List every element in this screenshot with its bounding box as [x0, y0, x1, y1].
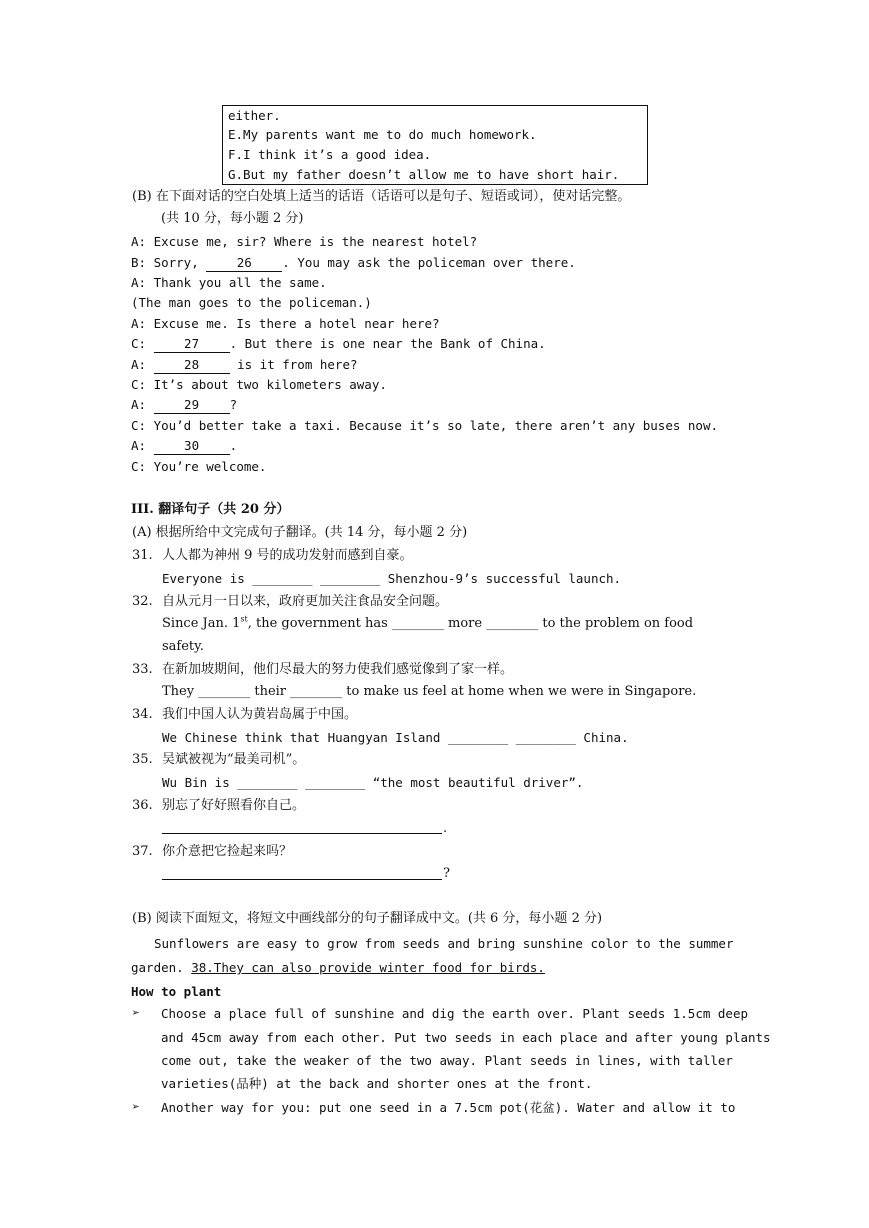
blank-26[interactable]: 26 — [206, 255, 282, 272]
dialogue-line: C: You’re welcome. — [131, 459, 267, 474]
dialogue-line: A: Thank you all the same. — [131, 275, 327, 290]
question-chinese: 吴斌被视为“最美司机”。 — [162, 752, 306, 767]
blank-30[interactable]: 30 — [154, 438, 230, 455]
option-f: F.I think it’s a good idea. — [228, 147, 432, 162]
question-english: We Chinese think that Huangyan Island ________ ________ China. — [162, 730, 629, 745]
dialogue-line: A: 30 . — [131, 438, 238, 453]
section-title: III. 翻译句子（共 20 分） — [131, 502, 290, 517]
question-chinese: 人人都为神州 9 号的成功发射而感到自豪。 — [162, 548, 413, 563]
question-english: Wu Bin is ________ ________ “the most beautiful driver”. — [162, 775, 584, 790]
part-b-instruction: (B) 在下面对话的空白处填上适当的话语（话语可以是句子、短语或词），使对话完整。 — [132, 189, 631, 204]
answer-end: . — [443, 821, 448, 836]
option-g: G.But my father doesn’t allow me to have short hair. — [228, 167, 620, 182]
section-a-instruction: (A) 根据所给中文完成句子翻译。(共 14 分，每小题 2 分) — [132, 525, 468, 540]
question-number: 33. — [132, 662, 153, 677]
blank-27[interactable]: 27 — [154, 336, 230, 353]
option-line: either. — [228, 108, 281, 123]
question-chinese: 别忘了好好照看你自己。 — [162, 798, 306, 813]
part-b-score: (共 10 分，每小题 2 分) — [161, 211, 304, 226]
dialogue-line: B: Sorry, 26 . You may ask the policeman over there. — [131, 255, 576, 270]
question-number: 35. — [132, 752, 153, 767]
dialogue-line: C: You’d better take a taxi. Because it’s so late, there aren’t any buses now. — [131, 418, 718, 433]
question-english: Everyone is ________ ________ Shenzhou-9’s successful launch. — [162, 571, 622, 586]
section-b-instruction: (B) 阅读下面短文，将短文中画线部分的句子翻译成中文。(共 6 分，每小题 2 分) — [132, 911, 603, 926]
dialogue-line: C: It’s about two kilometers away. — [131, 377, 387, 392]
question-english: Since Jan. 1st, the government has ________ more ________ to the problem on food — [162, 614, 694, 631]
question-number: 32. — [132, 594, 153, 609]
blank-29[interactable]: 29 — [154, 397, 230, 414]
question-chinese: 自从元月一日以来，政府更加关注食品安全问题。 — [162, 594, 449, 609]
question-chinese: 在新加坡期间，他们尽最大的努力使我们感觉像到了家一样。 — [162, 662, 514, 677]
answer-line-36[interactable] — [162, 833, 442, 834]
arrow-bullet-icon: ➢ — [132, 1100, 140, 1115]
dialogue-line: C: 27 . But there is one near the Bank of China. — [131, 336, 546, 351]
question-english-cont: safety. — [162, 639, 204, 654]
passage-line: Another way for you: put one seed in a 7.5cm pot(花盆). Water and allow it to — [161, 1100, 736, 1115]
option-e: E.My parents want me to do much homework. — [228, 127, 537, 142]
underlined-sentence-38: 38.They can also provide winter food for birds. — [191, 960, 545, 975]
passage-line: Sunflowers are easy to grow from seeds and bring sunshine color to the summer — [154, 936, 734, 951]
question-number: 37. — [132, 844, 153, 859]
dialogue-line: A: Excuse me. Is there a hotel near here? — [131, 316, 440, 331]
dialogue-line: A: Excuse me, sir? Where is the nearest hotel? — [131, 234, 478, 249]
arrow-bullet-icon: ➢ — [132, 1006, 140, 1021]
passage-line: and 45cm away from each other. Put two seeds in each place and after young plants — [161, 1030, 771, 1045]
passage-line: come out, take the weaker of the two away. Plant seeds in lines, with taller — [161, 1053, 733, 1068]
answer-line-37[interactable] — [162, 879, 442, 880]
question-english: They ________ their ________ to make us feel at home when we were in Singapore. — [162, 684, 697, 699]
dialogue-line: (The man goes to the policeman.) — [131, 295, 372, 310]
question-chinese: 我们中国人认为黄岩岛属于中国。 — [162, 707, 358, 722]
question-number: 31. — [132, 548, 153, 563]
answer-end: ? — [443, 866, 450, 881]
passage-line: varieties(品种) at the back and shorter ones at the front. — [161, 1076, 593, 1091]
blank-28[interactable]: 28 — [154, 357, 230, 374]
question-number: 34. — [132, 707, 153, 722]
passage-heading: How to plant — [131, 984, 222, 999]
passage-line: garden. 38.They can also provide winter food for birds. — [131, 960, 545, 975]
passage-line: Choose a place full of sunshine and dig the earth over. Plant seeds 1.5cm deep — [161, 1006, 748, 1021]
question-number: 36. — [132, 798, 153, 813]
question-chinese: 你介意把它捡起来吗？ — [162, 844, 293, 859]
dialogue-line: A: 28 is it from here? — [131, 357, 358, 372]
dialogue-line: A: 29 ? — [131, 397, 238, 412]
